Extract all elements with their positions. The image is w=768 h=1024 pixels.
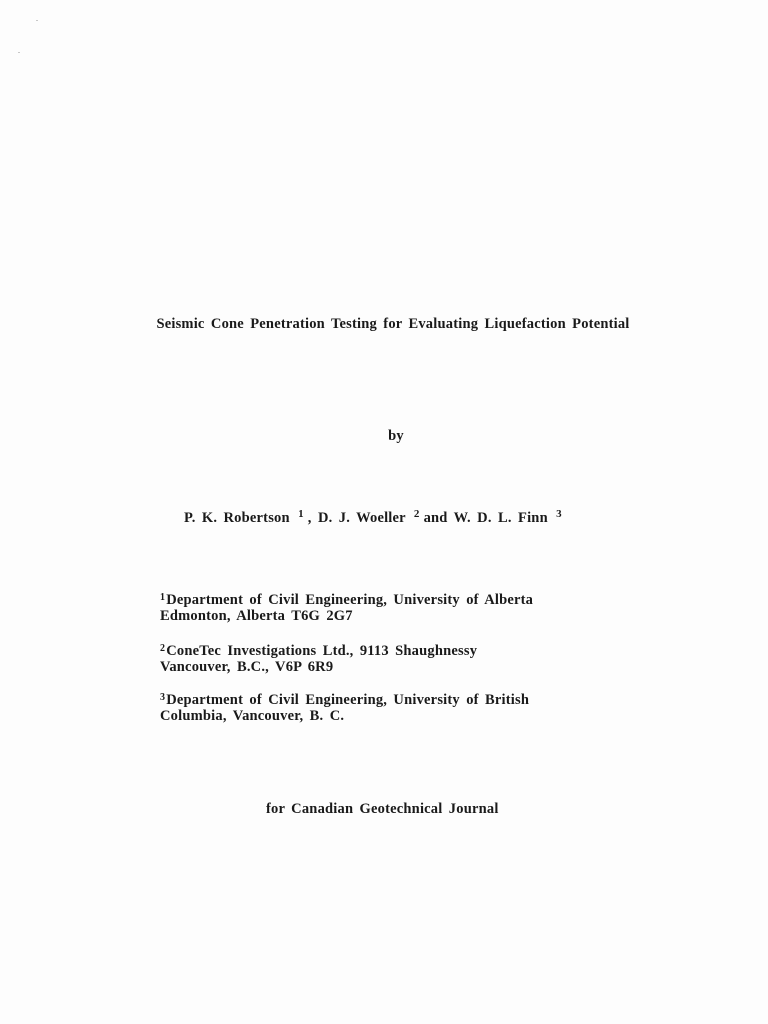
affiliation-line: Edmonton, Alberta T6G 2G7 xyxy=(160,608,353,624)
affiliation-mark: 1 xyxy=(160,592,166,603)
author-mark: 1 xyxy=(298,508,304,520)
journal-line: for Canadian Geotechnical Journal xyxy=(266,801,499,817)
author-name: W. D. L. Finn xyxy=(453,510,548,526)
author-mark: 3 xyxy=(556,508,562,520)
author-mark: 2 xyxy=(413,508,420,520)
author-separator: and xyxy=(423,510,448,526)
author-separator: , xyxy=(307,510,312,526)
affiliation-line: Columbia, Vancouver, B. C. xyxy=(160,708,345,724)
author-list xyxy=(184,508,566,527)
affiliation xyxy=(160,590,533,624)
affiliation xyxy=(160,690,529,724)
affiliation-line: Vancouver, B.C., V6P 6R9 xyxy=(160,659,334,675)
affiliation xyxy=(160,641,477,675)
affiliation-line: ConeTec Investigations Ltd., 9113 Shaughnessy xyxy=(166,643,478,659)
paper-title: Seismic Cone Penetration Testing for Evaluating Liquefaction Potential xyxy=(156,316,630,332)
affiliation-line: Department of Civil Engineering, University of British xyxy=(166,692,530,708)
affiliation-line: Department of Civil Engineering, University of Alberta xyxy=(166,592,534,608)
author-name: P. K. Robertson xyxy=(184,510,290,526)
affiliation-mark: 3 xyxy=(160,692,166,703)
by-line: by xyxy=(388,428,404,444)
author-name: D. J. Woeller xyxy=(317,510,406,526)
affiliation-mark: 2 xyxy=(160,643,166,654)
scan-speck xyxy=(36,20,38,21)
scan-speck xyxy=(18,52,20,53)
